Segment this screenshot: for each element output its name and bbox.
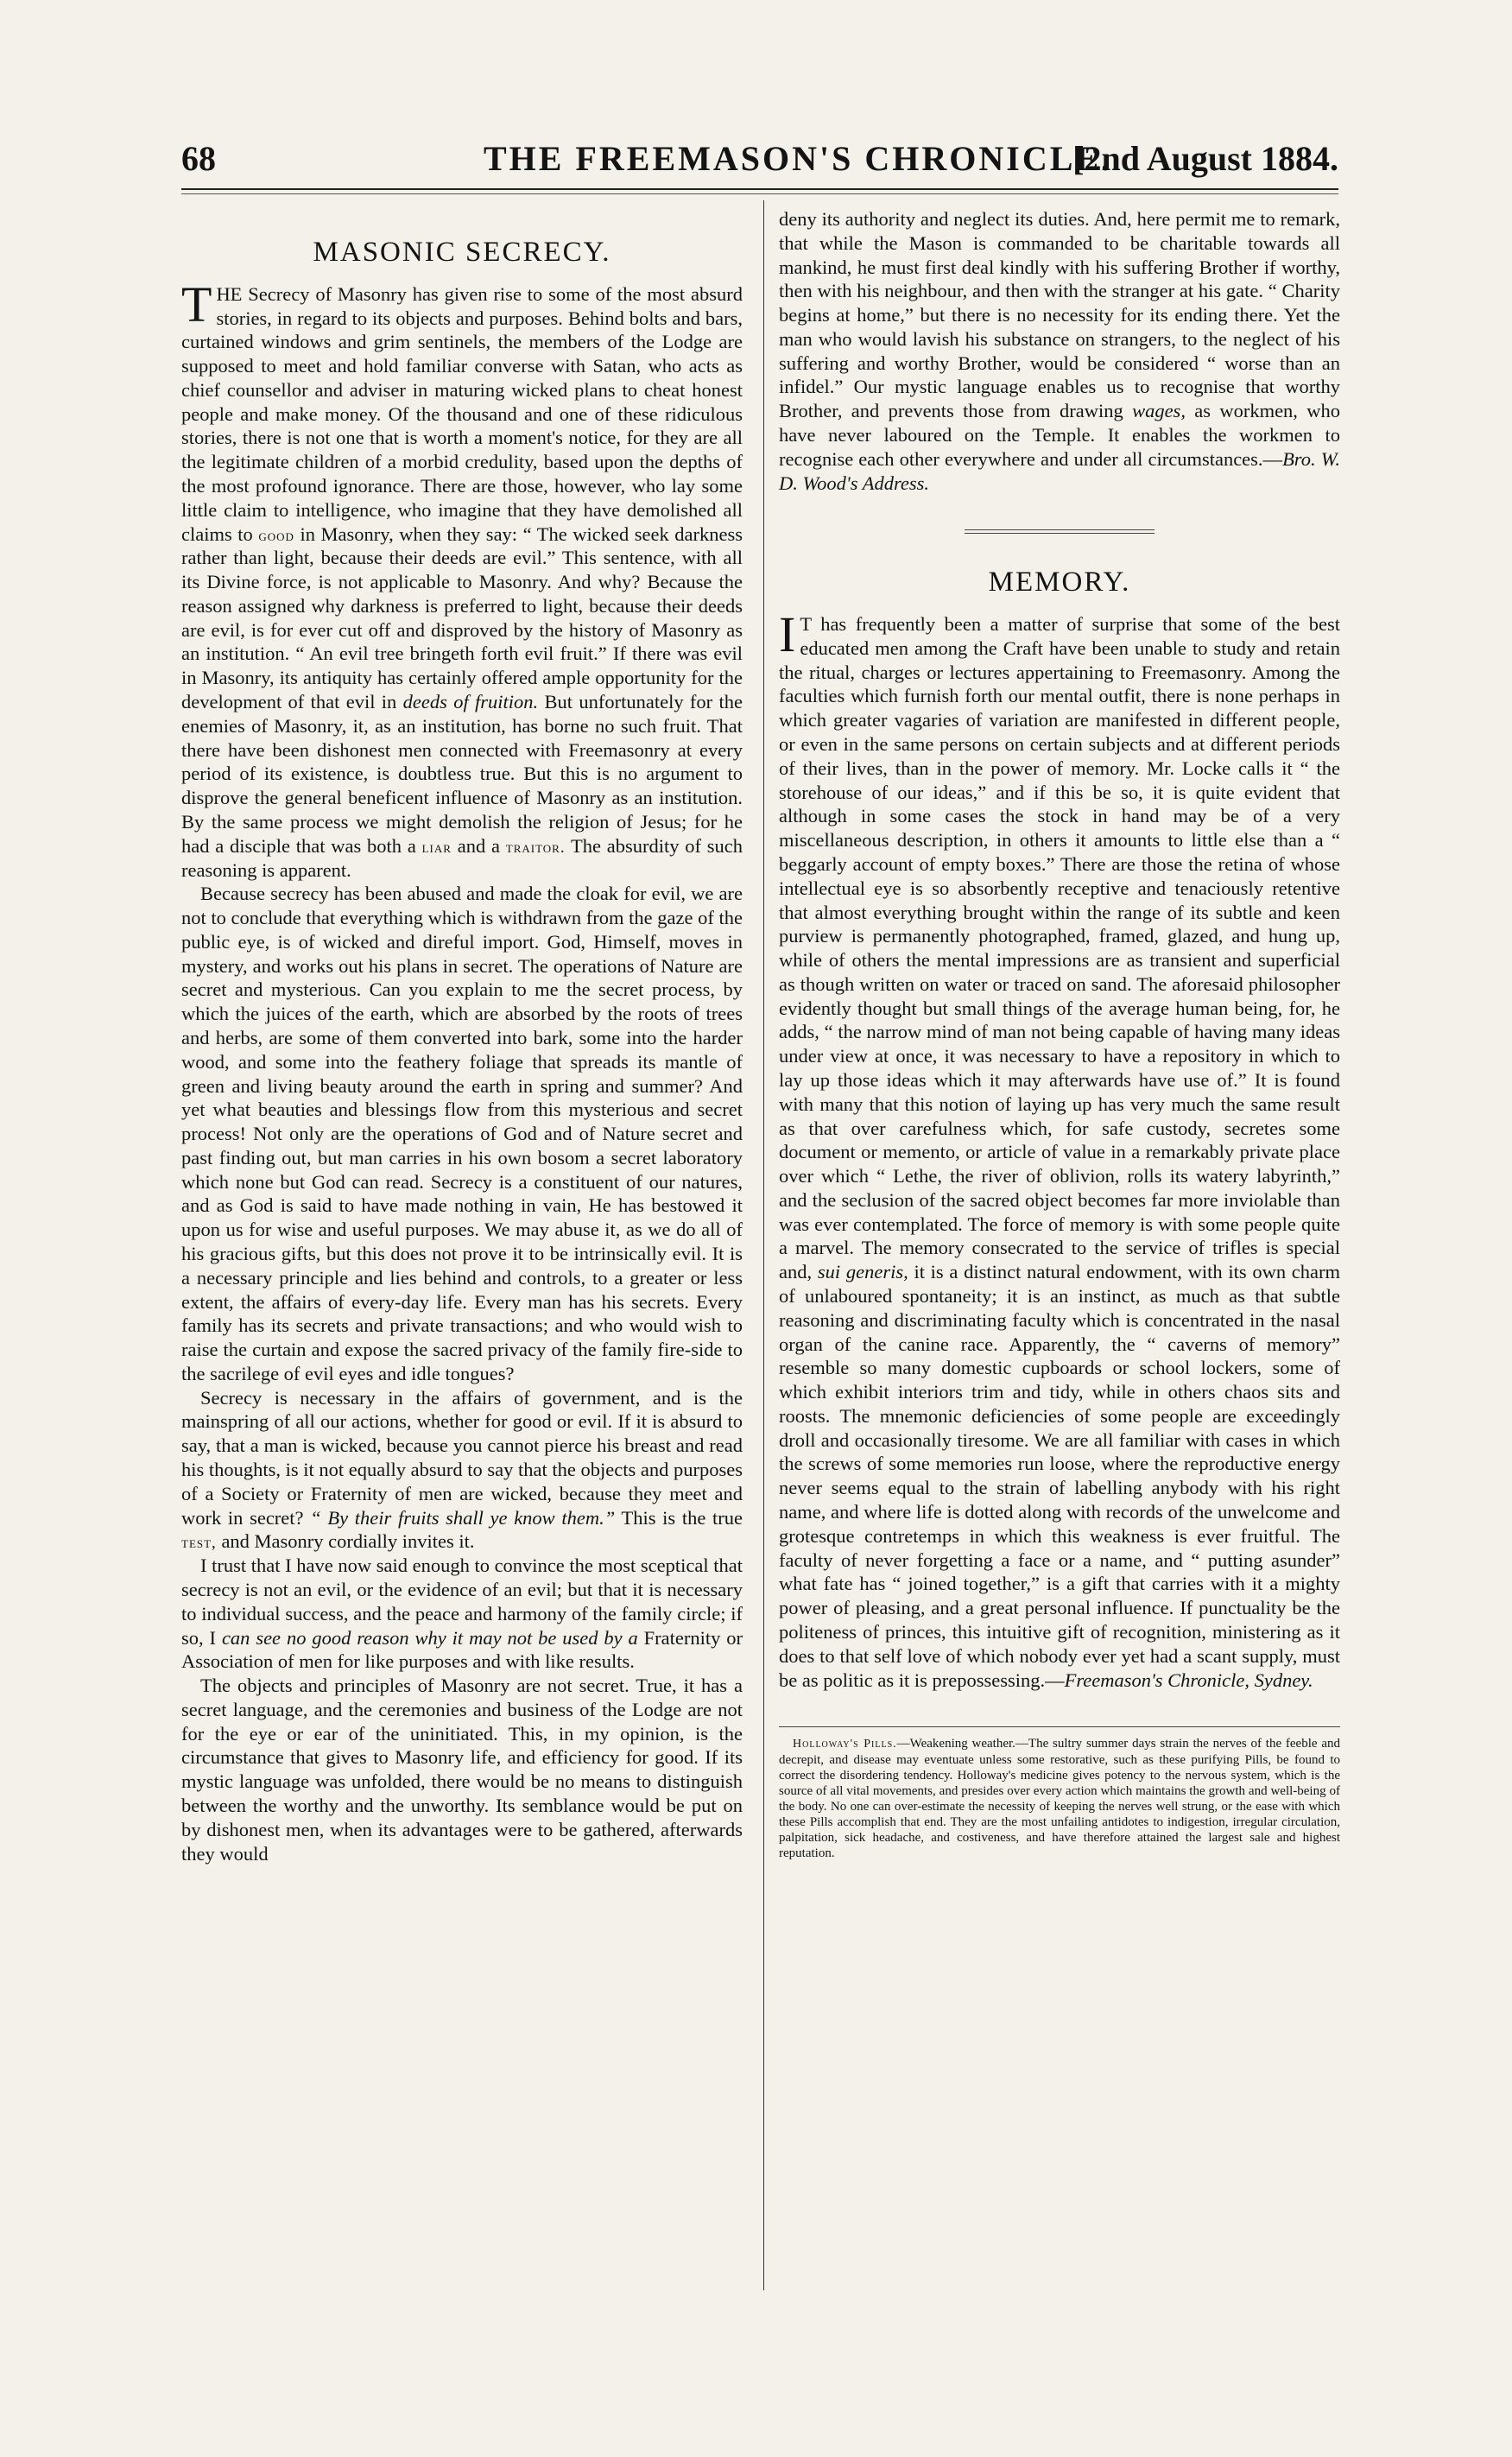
holloway-advert [779, 1736, 1340, 1861]
page-number: 68 [181, 139, 216, 178]
secrecy-paragraph-2: Because secrecy has been abused and made the cloak for evil, we are not to conclude that everything which is withdrawn from the gaze of the public eye, is of wicked and direful import. God, Himself, moves in mystery, and works out his plans in secret. The operations of Nature are secret and mysterious. Can you explain to me the secret process, by which the juices of the earth, which are absorbed by the roots of trees and herbs, are some of them converted into bark, some into the harder wood, and some into the feathery foliage that spreads its mantle of green and living beauty around the earth in spring and summer? And yet what beauties and blessings flow from this mysterious and secret process! Not only are the operations of God and of Nature secret and past finding out, but man carries in his own bosom a secret laboratory which none but God can read. Secrecy is a constituent of our natures, and as God is said to have made nothing in vain, He has bestowed it upon us for wise and useful purposes. We may abuse it, as we do all of his gracious gifts, but this does not prove it to be intrinsically evil. It is a necessary principle and lies behind and controls, to a greater or less extent, the affairs of every-day life. Every man has his secrets. Every family has its secrets and private transactions; and who would wish to raise the curtain and expose the sacred privacy of the family fire-side to the sacrilege of evil eyes and idle tongues? [181, 883, 743, 1384]
secrecy-attribution: Bro. W. D. Wood's Address. [779, 447, 1341, 494]
text-run: I trust that I have now said enough to convince the most sceptical that secrecy is not an evil, or the evidence of an evil; but that it is necessary to individual success, and the peace and harmony of the family circle; if so, I [181, 1555, 743, 1649]
secrecy-paragraph-5: The objects and principles of Masonry are not secret. True, it has a secret language, and the ceremonies and business of the Lodge are not for the eye or ear of the uninitiated. This, in my opinion, is the circumstance that gives to Masonry life, and efficiency for good. If its mystic language was unfolded, there would be no means to distinguish between the worthy and the unworthy. Its semblance would be put on by dishonest men, when its advantages were to be gathered, afterwards they would [181, 1675, 743, 1865]
memory-attribution: Freemason's Chronicle, Sydney. [1064, 1669, 1313, 1691]
secrecy-paragraph-1 [181, 275, 743, 883]
masthead [181, 138, 1338, 190]
text-run: This is the true [621, 1506, 743, 1529]
secrecy-paragraph-3 [181, 1386, 743, 1554]
secrecy-paragraph-4 [181, 1554, 743, 1674]
text-run: it is a distinct natural endowment, with its own charm of unlaboured spontaneity; it is an instinct, as much as that subtle reasoning and discriminating faculty which is concentrated in the nasal organ of the canine race. Apparently, the “ caverns of memory” resemble so many domestic cupboards or school lockers, some of which exhibit interiors trim and tidy, while in others chaos sits and roosts. The mnemonic deficiencies of some people are exceedingly droll and occasionally tiresome. We are all familiar with cases in which the screws of some memories run loose, where the reproductive energy never seems equal to the strain of labelling anybody with his right name, and where life is dotted along with records of the unwelcome and grotesque contretemps in which this weakness is ever fruitful. The faculty of never forgetting a face or a name, and “ putting asunder” what fate has “ joined together,” is a gift that carries with it a mighty power of pleasing, and a great personal influence. If punctuality be the politeness of princes, this intuitive gift of recognition, ministering as it does to that self love of which nobody ever yet had a scant supply, must be as politic as it is prepossessing.— [779, 1261, 1341, 1691]
text-run: as workmen, who have never laboured on the Temple. It enables the workmen to recognise each other everywhere and under all circumstances.— [779, 400, 1341, 470]
italic-run: deeds of fruition. [402, 691, 539, 713]
column-divider [763, 200, 764, 2290]
advert-lead: Holloway's Pills. [793, 1738, 897, 1751]
article-title-memory: MEMORY. [988, 567, 1131, 598]
text-run: T has frequently been a matter of surprise that some of the best educated men among the Craft have been unable to study and retain the ritual, charges or lectures appertaining to Freemasonry. Among the faculties which furnish forth our mental outfit, there is none perhaps in which greater vagaries of variation are manifested in different people, or even in the same persons on certain subjects and at different periods of their lives, than in the power of memory. Mr. Locke calls it “ the storehouse of our ideas,” and if this be so, it is quite evident that although in some cases the stock in hand may be of a very miscellaneous description, in others it amounts to little else than a “ beggarly account of empty boxes.” There are those the retina of whose intellectual eye is so absorbently receptive and tenaciously retentive that almost everything brought within the range of its subtle and keen purview is permanently photographed, framed, glazed, and hung up, while of others the mental impressions are as transient and superficial as though written on water or traced on sand. The aforesaid philosopher evidently thought but small things of the average human being, for, he adds, “ the narrow mind of man not being capable of having many ideas under view at once, it was necessary to have a repository in which to lay up those ideas which it may afterwards have use of.” It is found with many that this notion of laying up has very much the same result as that over carefulness which, for safe custody, secretes some document or memento, or article of value in a remarkably private place over which “ Lethe, the river of oblivion, rolls its watery labyrinth,” and the seclusion of the sacred object becomes far more inviolable than was ever contemplated. The force of memory is with some people quite a marvel. The memory consecrated to the service of trifles is special and, [779, 613, 1340, 1283]
text-run: HE Secrecy of Masonry has given rise to some of the most absurd stories, in regard to its objects and purposes. Behind bolts and bars, curtained windows and grim sentinels, the members of the Lodge are supposed to meet and hold familiar converse with Satan, who acts as chief counsellor and adviser in maturing wicked plans to cheat honest people and make money. Of the thousand and one of these ridiculous stories, there is not one that is worth a moment's notice, for they are all the legitimate children of a morbid credulity, based upon the depths of the most profound ignorance. There are those, however, who lay some little claim to intelligence, who imagine that they have demolished all claims to [181, 282, 743, 545]
italic-run: can see no good reason why it may not be used by a [221, 1626, 638, 1649]
text-run: and a [457, 834, 500, 857]
dropcap-i: I [779, 606, 796, 663]
small-caps-good: good [258, 526, 294, 545]
issue-date: [2nd August 1884. [1072, 139, 1338, 178]
text-run: The absurdity of such reasoning is apparent. [181, 834, 743, 881]
publication-title: THE FREEMASON'S CHRONICLE. [484, 139, 1113, 178]
small-caps-traitor: traitor. [505, 838, 566, 857]
memory-paragraph-1 [779, 606, 1341, 1692]
text-run: But unfortunately for the enemies of Masonry, it, as an institution, has borne no such fruit. That there have been dishonest men connected with Freemasonry at every period of its existence, is doubtless true. But this is no argument to disprove the general beneficent influence of Masonry as an institution. By the same process we might demolish the religion of Jesus; for he had a disciple that was both a [181, 691, 743, 857]
right-column [779, 207, 1340, 1861]
italic-quote: “ By their fruits shall ye know them.” [310, 1506, 616, 1529]
text-run: and Masonry cordially invites it. [221, 1530, 475, 1553]
text-run: in Masonry, when they say: “ The wicked seek darkness rather than light, because their deeds are evil.” This sentence, with all its Divine force, is not applicable to Masonry. And why? Because the reason assigned why darkness is preferred to light, because their deeds are evil, is for ever cut off and disproved by the history of Masonry as an institution. “ An evil tree bringeth forth evil fruit.” If there was evil in Masonry, its antiquity has certainly offered ample opportunity for the development of that evil in [181, 522, 743, 713]
text-run: Fraternity or Association of men for like purposes and with like results. [181, 1626, 743, 1673]
header-rule [181, 188, 1338, 190]
section-divider [965, 529, 1155, 534]
article-title-secrecy: MASONIC SECRECY. [313, 237, 611, 268]
text-run: Secrecy is necessary in the affairs of government, and is the mainspring of all our actions, whether for good or evil. If it is absurd to say, that a man is wicked, because you cannot pierce his breast and read his thoughts, is it not equally absurd to say that the objects and purposes of a Society or Fraternity of men are wicked, because they meet and work in secret? [181, 1386, 743, 1529]
dropcap-t: T [181, 275, 212, 332]
secrecy-continuation [779, 207, 1340, 495]
italic-sui-generis: sui generis, [817, 1261, 908, 1283]
header-rule-thin [181, 193, 1338, 194]
text-run: deny its authority and neglect its duties. And, here permit me to remark, that while the Mason is commanded to be charitable towards all mankind, he must first deal kindly with his suffering Brother if worthy, then with his neighbour, and then with the stranger at his gate. “ Charity begins at home,” but there is no necessity for its ending there. Yet the man who would lavish his substance on strangers, to the neglect of his suffering and worthy Brother, would be considered “ worse than an infidel.” Our mystic language enables us to recognise that worthy Brother, and prevents those from drawing [779, 208, 1340, 422]
small-caps-liar: liar [421, 838, 452, 857]
left-column [181, 207, 743, 1865]
advert-text: —Weakening weather.—The sultry summer days strain the nerves of the feeble and decrepit, and disease may eventuate unless some restorative, such as these purifying Pills, be found to correct the disordering tendency. Holloway's medicine gives potency to the nervous system, which is the source of all vital movements, and presides over every action which maintains the growth and well-being of the body. No one can over-estimate the necessity of keeping the nerves well strung, or the ease with which these Pills accomplish that end. They are the most unfailing antidotes to indigestion, irregular circulation, palpitation, sick headache, and costiveness, and have therefore attained the largest sale and highest reputation. [779, 1737, 1340, 1861]
advert-rule [779, 1726, 1340, 1727]
small-caps-test: test, [181, 1534, 217, 1553]
italic-wages: wages, [1132, 400, 1186, 422]
